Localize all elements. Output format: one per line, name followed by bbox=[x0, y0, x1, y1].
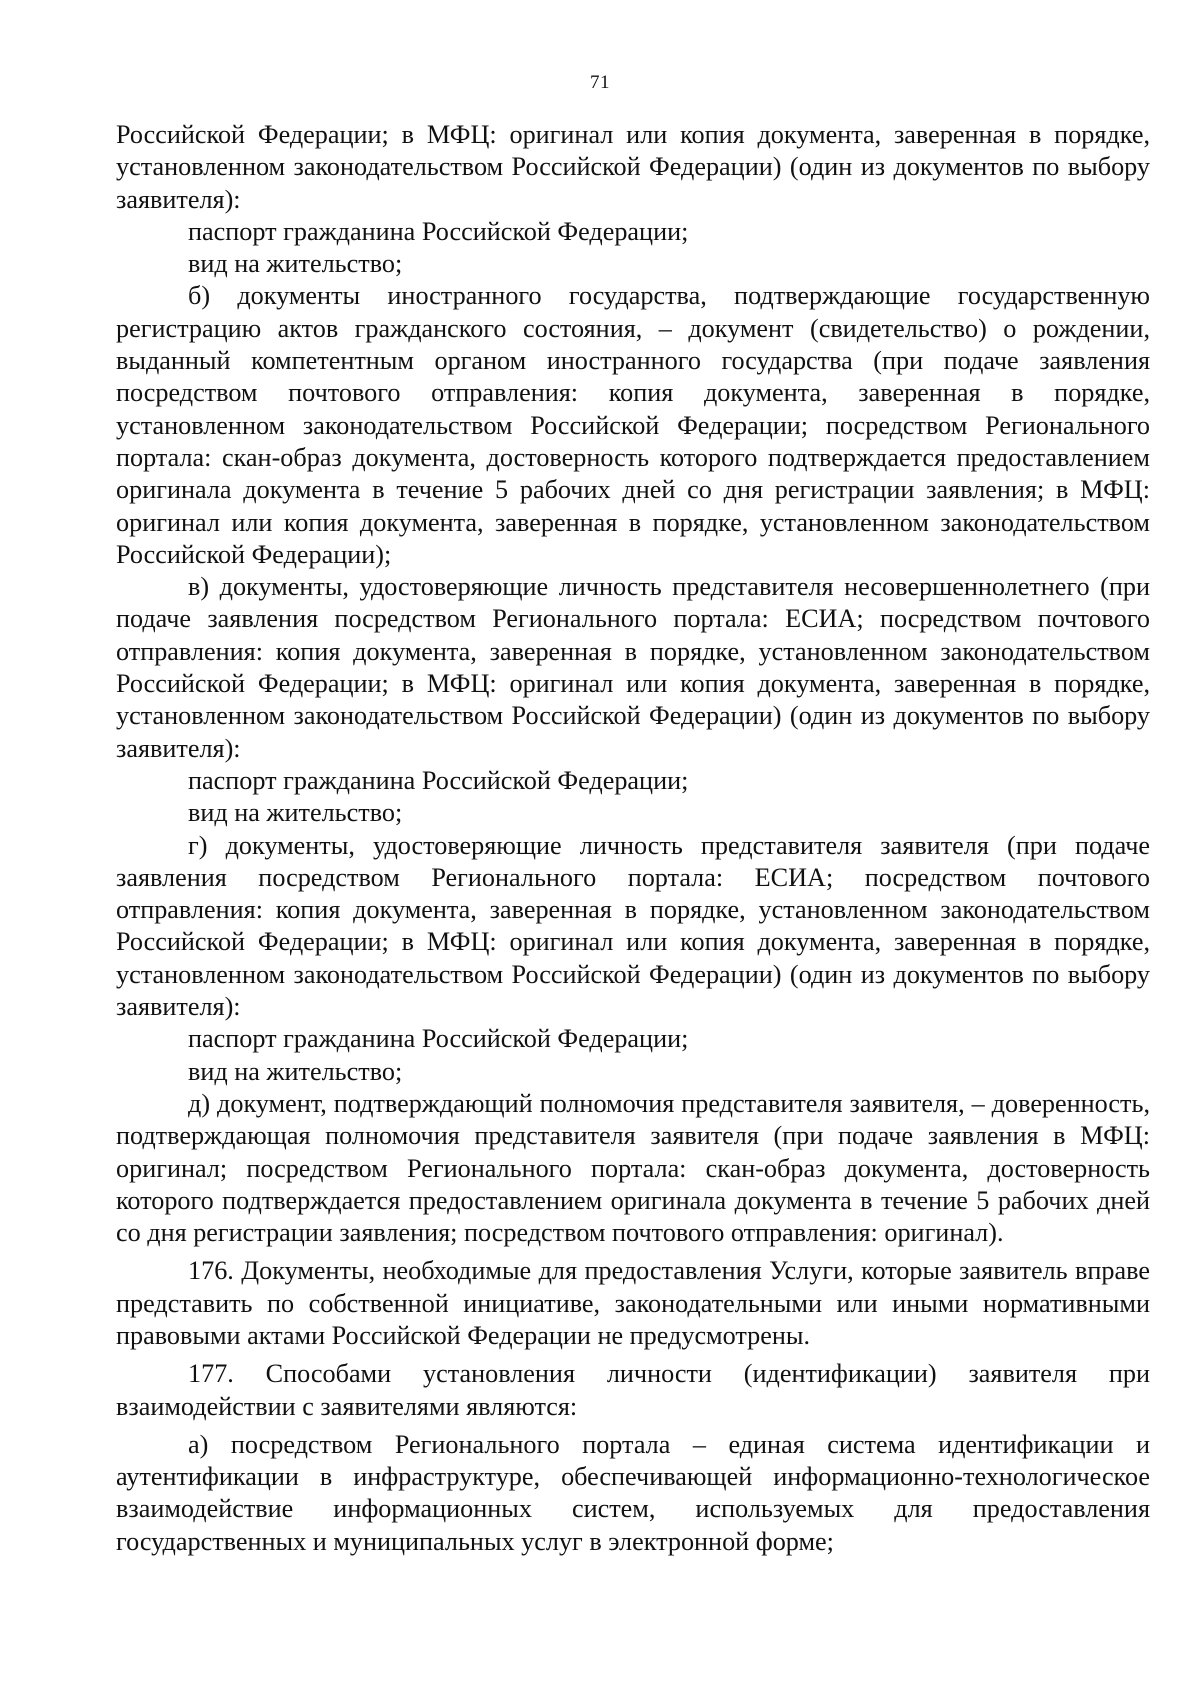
list-item-passport: паспорт гражданина Российской Федерации; bbox=[188, 1024, 689, 1054]
paragraph-item-b: б) документы иностранного государства, подтверждающие государственную регистрацию актов гражданского состояния, – документ (свидетельство) о рождении, выданный компетентным органом иностранного государства (при подаче заявления посредством почтового отправления: копия документа, заверенная в порядке, установленном законодательством Российской Федерации; посредством Регионального портала: скан-образ документа, достоверность которого подтверждается предоставлением оригинала документа в течение 5 рабочих дней со дня регистрации заявления; в МФЦ: оригинал или копия документа, заверенная в порядке, установленном законодательством Российской Федерации); bbox=[116, 281, 1150, 569]
paragraph-item-g: г) документы, удостоверяющие личность представителя заявителя (при подаче заявления посредством Регионального портала: ЕСИА; посредством почтового отправления: копия документа, заверенная в порядке, установленном законодательством Российской Федерации; в МФЦ: оригинал или копия документа, заверенная в порядке, установленном законодательством Российской Федерации) (один из документов по выбору заявителя): bbox=[116, 830, 1150, 1022]
list-item-residence-permit: вид на жительство; bbox=[188, 1056, 403, 1086]
paragraph-item-d: д) документ, подтверждающий полномочия представителя заявителя, – доверенность, подтверждающая полномочия представителя заявителя (при подаче заявления в МФЦ: оригинал; посредством Регионального портала: скан-образ документа, достоверность которого подтверждается предоставлением оригинала документа в течение 5 рабочих дней со дня регистрации заявления; посредством почтового отправления: оригинал). bbox=[116, 1088, 1150, 1248]
list-item-passport: паспорт гражданина Российской Федерации; bbox=[188, 765, 689, 795]
list-item-residence-permit: вид на жительство; bbox=[188, 798, 403, 828]
document-body bbox=[116, 119, 1150, 1558]
paragraph-item-v: в) документы, удостоверяющие личность представителя несовершеннолетнего (при подаче заявления посредством Регионального портала: ЕСИА; посредством почтового отправления: копия документа, заверенная в порядке, установленном законодательством Российской Федерации; в МФЦ: оригинал или копия документа, заверенная в порядке, установленном законодательством Российской Федерации) (один из документов по выбору заявителя): bbox=[116, 572, 1150, 763]
paragraph-item-a: а) посредством Регионального портала – единая система идентификации и аутентификации в инфраструктуре, обеспечивающей информационно-технологическое взаимодействие информационных систем, используемых для предоставления государственных и муниципальных услуг в электронной форме; bbox=[116, 1429, 1150, 1556]
list-item-passport: паспорт гражданина Российской Федерации; bbox=[188, 216, 689, 246]
list-item-residence-permit: вид на жительство; bbox=[188, 249, 403, 279]
paragraph-177: 177. Способами установления личности (идентификации) заявителя при взаимодействии с заявителями являются: bbox=[116, 1359, 1150, 1421]
paragraph-continuation: Российской Федерации; в МФЦ: оригинал или копия документа, заверенная в порядке, установленном законодательством Российской Федерации) (один из документов по выбору заявителя): bbox=[116, 120, 1150, 214]
paragraph-176: 176. Документы, необходимые для предоставления Услуги, которые заявитель вправе представить по собственной инициативе, законодательными или иными нормативными правовыми актами Российской Федерации не предусмотрены. bbox=[116, 1256, 1150, 1350]
page-number: 71 bbox=[590, 72, 610, 93]
